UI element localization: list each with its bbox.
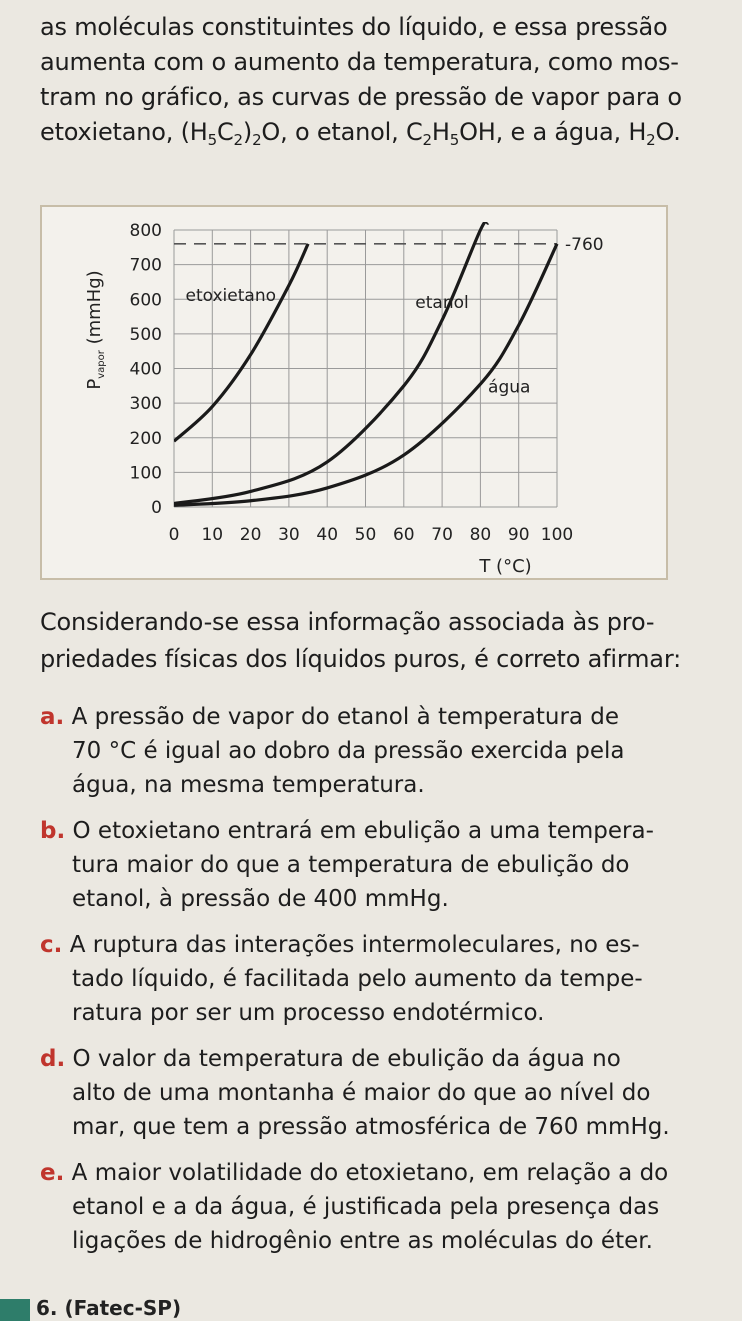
series-curve-0 — [174, 244, 308, 441]
option-letter: b. — [40, 818, 66, 844]
option-letter: c. — [40, 932, 63, 958]
prompt-line-2: priedades físicas dos líquidos puros, é correto afirmar: — [40, 645, 681, 673]
option-letter: e. — [40, 1160, 65, 1186]
intro-line-4: etoxietano, $(H_5C_2)_2O$, o etanol, $C_2H_5OH$, e a água, $H_2O$. — [40, 118, 681, 149]
option-a[interactable]: a. A pressão de vapor do etanol à temperatura de 70 °C é igual ao dobro da pressão exercida pela água, na mesma temperatura. — [40, 704, 625, 798]
x-tick-label: 10 — [201, 525, 224, 545]
x-tick-label: 50 — [354, 525, 377, 545]
vapor-pressure-chart — [40, 205, 668, 580]
option-b[interactable]: b. O etoxietano entrará em ebulição a uma tempera- tura maior do que a temperatura de ebulição do etanol, à pressão de 400 mmHg. — [40, 818, 654, 912]
option-e[interactable]: e. A maior volatilidade do etoxietano, em relação a do etanol e a da água, é justificada pela presença das ligações de hidrogênio entre as moléculas do éter. — [40, 1160, 669, 1254]
option-letter: a. — [40, 704, 65, 730]
intro-line-1: as moléculas constituintes do líquido, e essa pressão — [40, 13, 668, 41]
intro-paragraph — [40, 10, 710, 150]
question-prompt — [40, 604, 710, 678]
x-tick-label: 100 — [540, 525, 574, 545]
x-tick-label: 80 — [469, 525, 492, 545]
y-tick-label: 500 — [129, 324, 162, 345]
x-tick-label: 70 — [431, 525, 453, 545]
y-tick-label: 300 — [129, 394, 162, 415]
x-tick-label: 60 — [392, 525, 415, 545]
x-tick-label: 30 — [278, 525, 300, 545]
y-tick-label: 700 — [129, 255, 162, 276]
curve-label: etoxietano — [185, 285, 277, 306]
x-tick-label: 20 — [239, 525, 262, 545]
option-letter: d. — [40, 1046, 66, 1072]
y-tick-label: 400 — [129, 359, 162, 380]
x-tick-label: 0 — [168, 525, 180, 545]
y-axis-label: $P_{vapor}$ (mmHg) — [84, 270, 107, 390]
prompt-line-1: Considerando-se essa informação associada às pro- — [40, 608, 655, 636]
chart-svg — [42, 207, 666, 578]
y-tick-label: 100 — [129, 463, 162, 484]
y-tick-label: 0 — [151, 498, 162, 518]
y-tick-label: 600 — [129, 290, 162, 311]
series-curve-1 — [174, 221, 488, 504]
x-tick-label: 40 — [316, 525, 339, 545]
question-badge-icon — [0, 1299, 30, 1321]
curve-label: etanol — [415, 292, 469, 313]
y-tick-label: 200 — [129, 428, 162, 449]
x-axis-label: T (°C) — [479, 556, 532, 577]
reference-line-label: -760 — [565, 234, 604, 255]
curve-label: água — [488, 377, 531, 398]
option-c[interactable]: c. A ruptura das interações intermoleculares, no es- tado líquido, é facilitada pelo aumento da tempe- ratura por ser um processo endotérmico. — [40, 932, 643, 1026]
x-tick-label: 90 — [507, 525, 530, 545]
intro-line-2: aumenta com o aumento da temperatura, como mos- — [40, 48, 679, 76]
intro-line-3: tram no gráfico, as curvas de pressão de vapor para o — [40, 83, 682, 111]
y-tick-label: 800 — [129, 221, 162, 241]
next-question-header: 6. (Fatec-SP) — [0, 1296, 181, 1321]
option-d[interactable]: d. O valor da temperatura de ebulição da água no alto de uma montanha é maior do que ao nível do mar, que tem a pressão atmosférica de 760 mmHg. — [40, 1046, 670, 1140]
